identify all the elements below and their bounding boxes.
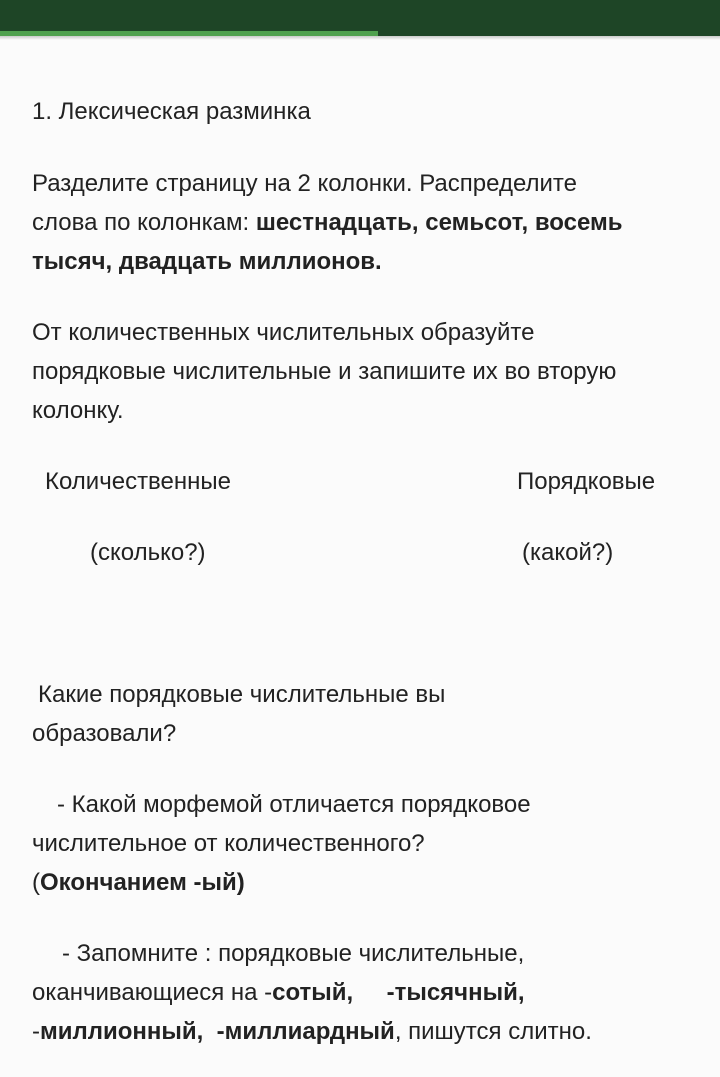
task2-line3: колонку. bbox=[32, 397, 124, 424]
answer-bold: Окончанием -ый) bbox=[40, 869, 245, 896]
column-right-header: Порядковые bbox=[517, 468, 656, 495]
column-left-header: Количественные bbox=[45, 468, 231, 495]
task1-words-bold-2: тысяч, двадцать миллионов. bbox=[32, 248, 382, 275]
question1-line2: образовали? bbox=[32, 720, 177, 747]
column-left-question: (сколько?) bbox=[90, 539, 206, 566]
question1-line1: Какие порядковые числительные вы bbox=[38, 681, 446, 708]
answer-paren: ( bbox=[32, 869, 40, 896]
task1-line2 bbox=[32, 203, 623, 242]
task2-line2: порядковые числительные и запишите их во вторую bbox=[32, 358, 617, 385]
remember-line1: - Запомните : порядковые числительные, bbox=[62, 940, 525, 967]
question2-answer bbox=[32, 863, 245, 902]
question2-line1: - Какой морфемой отличается порядковое bbox=[57, 791, 531, 818]
column-right-question: (какой?) bbox=[522, 539, 614, 566]
suffix-tysyachnyi: -тысячный, bbox=[386, 979, 525, 1006]
task1-line2-text: слова по колонкам: bbox=[32, 209, 256, 236]
section-title: 1. Лексическая разминка bbox=[32, 98, 311, 125]
task1-line1: Разделите страницу на 2 колонки. Распределите bbox=[32, 170, 577, 197]
task1-words-bold: шестнадцать, семьсот, восемь bbox=[255, 209, 623, 236]
suffix-milliardnyi: -миллиардный bbox=[216, 1018, 395, 1045]
remember-line3-dash: - bbox=[32, 1018, 40, 1045]
task1-line3 bbox=[32, 242, 382, 281]
question2-line2: числительное от количественного? bbox=[32, 830, 425, 857]
remember-line2-text: оканчивающиеся на - bbox=[32, 979, 273, 1006]
remember-line2 bbox=[32, 973, 525, 1012]
top-bar-shadow bbox=[0, 36, 720, 40]
remember-line3-end: , пишутся слитно. bbox=[394, 1018, 592, 1045]
remember-line3 bbox=[32, 1012, 592, 1051]
task2-line1: От количественных числительных образуйте bbox=[32, 319, 535, 346]
suffix-millionnyi: миллионный, bbox=[40, 1018, 204, 1045]
suffix-sotyi: сотый, bbox=[272, 979, 354, 1006]
